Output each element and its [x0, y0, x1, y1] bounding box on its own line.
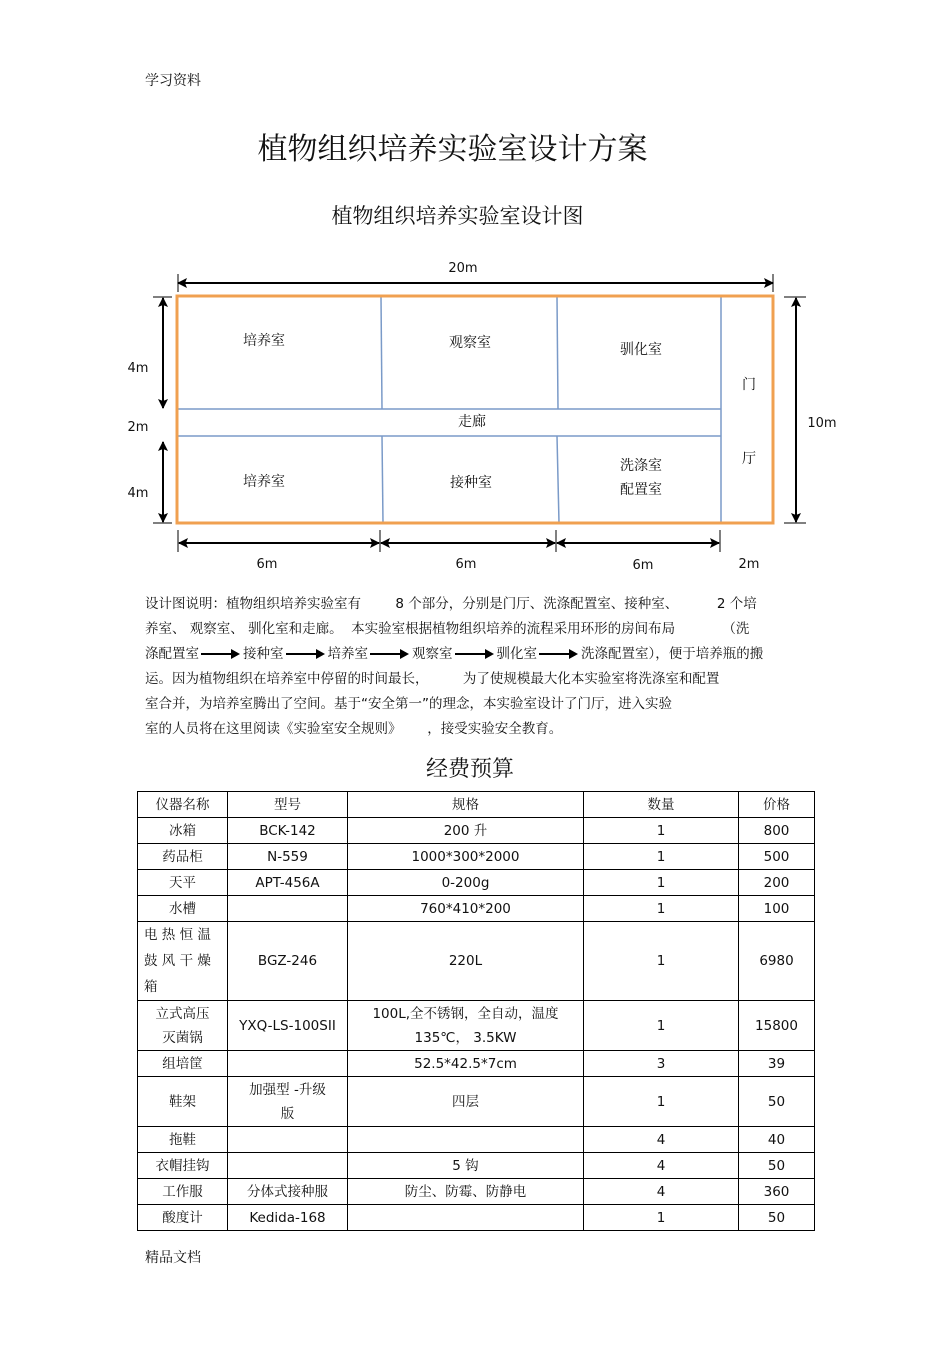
- cell-price: 500: [739, 844, 815, 870]
- cell-name-line: 立式高压: [155, 1005, 210, 1022]
- cell-qty: 4: [584, 1179, 739, 1205]
- flow-step: 涤配置室: [145, 646, 199, 662]
- cell-price: 39: [739, 1051, 815, 1077]
- table-row: [138, 922, 815, 1001]
- left-dim-label-3: 4m: [127, 486, 149, 501]
- desc-text: 室合并，为培养室腾出了空间。基于“安全第一”的理念，本实验室设计了门厅，进入实验: [145, 696, 672, 712]
- cell-qty: 1: [584, 870, 739, 896]
- desc-text: ，接受实验安全教育。: [427, 721, 563, 737]
- cell-spec: 1000*300*2000: [348, 844, 584, 870]
- table-row: [138, 1205, 815, 1231]
- cell-name: 冰箱: [138, 818, 228, 844]
- cell-name: 药品柜: [138, 844, 228, 870]
- cell-spec-line: 135℃， 3.5KW: [414, 1029, 517, 1046]
- cell-model: [228, 896, 348, 922]
- cell-spec: [348, 1205, 584, 1231]
- room-acclimation: 驯化室: [620, 342, 662, 358]
- cell-model: [228, 1051, 348, 1077]
- cell-spec: 52.5*42.5*7cm: [348, 1051, 584, 1077]
- cell-name: 拖鞋: [138, 1127, 228, 1153]
- cell-name-line: 箱: [144, 979, 158, 995]
- cell-name-line: 电 热 恒 温: [144, 927, 211, 943]
- cell-price: 800: [739, 818, 815, 844]
- cell-price: 50: [739, 1153, 815, 1179]
- room-culture-top: 培养室: [243, 333, 285, 349]
- cell-qty: 4: [584, 1127, 739, 1153]
- cell-spec: [348, 1127, 584, 1153]
- table-row: [138, 1179, 815, 1205]
- col-header-name: 仪器名称: [138, 792, 228, 818]
- cell-spec: 5 钩: [348, 1153, 584, 1179]
- floor-plan-diagram: [0, 0, 950, 590]
- table-row: [138, 1077, 815, 1127]
- table-row: [138, 896, 815, 922]
- footer-note: 精品文档: [145, 1250, 201, 1266]
- bottom-dim-label-2: 6m: [455, 557, 477, 572]
- diagram-description: [145, 592, 815, 742]
- cell-qty: 1: [584, 1205, 739, 1231]
- cell-qty: 1: [584, 922, 739, 1001]
- desc-text: 设计图说明：植物组织培养实验室有: [145, 596, 361, 612]
- cell-model: YXQ-LS-100SII: [228, 1001, 348, 1051]
- budget-title: 经费预算: [425, 757, 514, 782]
- desc-text: 运。因为植物组织在培养室中停留的时间最长，: [145, 671, 429, 687]
- desc-text: 2 个培: [716, 596, 757, 612]
- flow-step: 接种室: [243, 646, 284, 662]
- cell-price: 50: [739, 1205, 815, 1231]
- flow-arrow-icon: [286, 648, 326, 660]
- cell-model: Kedida-168: [228, 1205, 348, 1231]
- table-row: [138, 1051, 815, 1077]
- document-title: 植物组织培养实验室设计方案: [257, 132, 648, 167]
- cell-price: 100: [739, 896, 815, 922]
- width-label: 20m: [448, 261, 478, 276]
- cell-model: [228, 1153, 348, 1179]
- room-corridor: 走廊: [458, 414, 486, 430]
- cell-spec: 防尘、防霉、防静电: [348, 1179, 584, 1205]
- room-hall-1: 门: [742, 377, 756, 393]
- cell-price: 6980: [739, 922, 815, 1001]
- height-label: 10m: [807, 416, 837, 431]
- col-header-spec: 规格: [348, 792, 584, 818]
- cell-spec: 220L: [348, 922, 584, 1001]
- left-dim-label-1: 4m: [127, 361, 149, 376]
- cell-qty: 3: [584, 1051, 739, 1077]
- cell-qty: 1: [584, 896, 739, 922]
- cell-qty: 1: [584, 1077, 739, 1127]
- desc-text: 为了使规模最大化本实验室将洗涤室和配置: [462, 671, 720, 687]
- cell-model: BCK-142: [228, 818, 348, 844]
- cell-price: 360: [739, 1179, 815, 1205]
- cell-qty: 4: [584, 1153, 739, 1179]
- flow-arrow-icon: [370, 648, 410, 660]
- table-row: [138, 1001, 815, 1051]
- flow-arrow-icon: [455, 648, 495, 660]
- cell-spec: 四层: [348, 1077, 584, 1127]
- table-row: [138, 1153, 815, 1179]
- cell-name: 衣帽挂钩: [138, 1153, 228, 1179]
- cell-name: 组培筐: [138, 1051, 228, 1077]
- cell-spec: [348, 1001, 584, 1051]
- flow-arrow-icon: [539, 648, 579, 660]
- budget-table: [137, 791, 815, 1231]
- cell-name-line: 灭菌锅: [162, 1029, 203, 1046]
- desc-text: 8 个部分，分别是门厅、洗涤配置室、接种室、: [395, 596, 679, 612]
- flow-step: 培养室: [327, 646, 368, 662]
- cell-name: [138, 922, 228, 1001]
- room-inoculation: 接种室: [450, 475, 492, 491]
- flow-step: 观察室: [412, 646, 453, 662]
- cell-name: 天平: [138, 870, 228, 896]
- col-header-price: 价格: [739, 792, 815, 818]
- table-row: [138, 844, 815, 870]
- bottom-dim-label-3: 6m: [632, 558, 654, 573]
- left-dim-label-2: 2m: [127, 420, 149, 435]
- room-culture-bottom: 培养室: [243, 474, 285, 490]
- cell-model: 分体式接种服: [228, 1179, 348, 1205]
- cell-price: 50: [739, 1077, 815, 1127]
- flow-step: 驯化室: [496, 646, 537, 662]
- cell-price: 200: [739, 870, 815, 896]
- room-washing-2: 配置室: [620, 482, 662, 498]
- col-header-qty: 数量: [584, 792, 739, 818]
- cell-spec: 200 升: [348, 818, 584, 844]
- desc-text: （洗: [722, 621, 750, 637]
- diagram-title: 植物组织培养实验室设计图: [331, 204, 584, 228]
- room-observation: 观察室: [449, 335, 491, 351]
- desc-text: 室的人员将在这里阅读《实验室安全规则》: [145, 721, 402, 737]
- cell-name-line: 鼓 风 干 燥: [144, 953, 211, 969]
- col-header-model: 型号: [228, 792, 348, 818]
- table-row: [138, 870, 815, 896]
- cell-model: [228, 1077, 348, 1127]
- cell-model: APT-456A: [228, 870, 348, 896]
- table-header-row: [138, 792, 815, 818]
- header-note: 学习资料: [145, 73, 201, 89]
- cell-name: 水槽: [138, 896, 228, 922]
- desc-text: ，便于培养瓶的搬: [655, 646, 764, 662]
- cell-qty: 1: [584, 818, 739, 844]
- cell-model: [228, 1127, 348, 1153]
- cell-spec: 0-200g: [348, 870, 584, 896]
- cell-spec: 760*410*200: [348, 896, 584, 922]
- cell-name: 工作服: [138, 1179, 228, 1205]
- flow-step: 洗涤配置室）: [581, 646, 656, 662]
- cell-model: N-559: [228, 844, 348, 870]
- bottom-dim-label-1: 6m: [256, 557, 278, 572]
- cell-price: 40: [739, 1127, 815, 1153]
- cell-name: 酸度计: [138, 1205, 228, 1231]
- cell-qty: 1: [584, 1001, 739, 1051]
- room-hall-2: 厅: [742, 451, 756, 467]
- cell-name: 鞋架: [138, 1077, 228, 1127]
- cell-name: [138, 1001, 228, 1051]
- flow-arrow-icon: [201, 648, 241, 660]
- cell-spec-line: 100L,全不锈钢，全自动，温度: [372, 1005, 559, 1022]
- desc-text: 养室、 观察室、 驯化室和走廊。 本实验室根据植物组织培养的流程采用环形的房间布局: [145, 621, 676, 637]
- cell-model-line: 加强型 -升级: [249, 1081, 326, 1098]
- bottom-dim-label-4: 2m: [738, 557, 760, 572]
- cell-price: 15800: [739, 1001, 815, 1051]
- table-row: [138, 1127, 815, 1153]
- cell-model: BGZ-246: [228, 922, 348, 1001]
- cell-qty: 1: [584, 844, 739, 870]
- room-washing-1: 洗涤室: [620, 458, 662, 474]
- cell-model-line: 版: [280, 1105, 295, 1122]
- table-row: [138, 818, 815, 844]
